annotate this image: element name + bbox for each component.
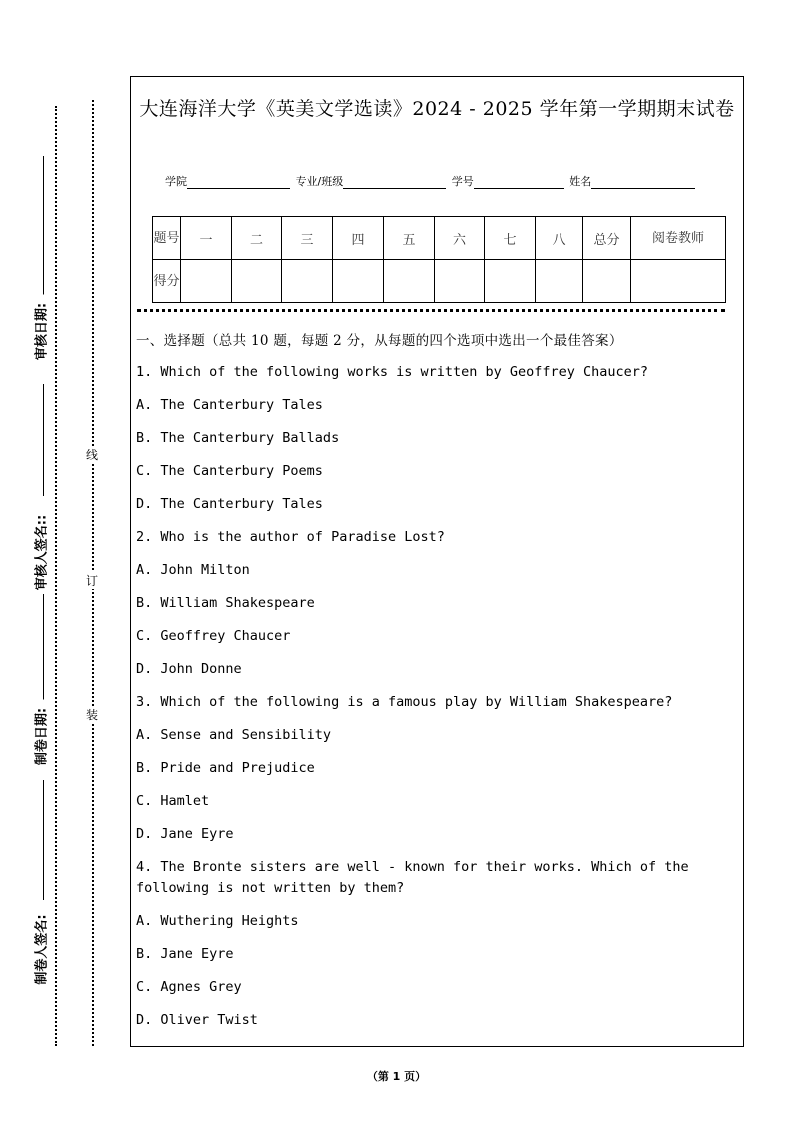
maker-sign-label: 制卷人签名: <box>31 908 50 992</box>
college-input[interactable] <box>187 176 290 189</box>
name-input[interactable] <box>591 176 695 189</box>
score-cell-6[interactable] <box>435 260 485 303</box>
option: C. Agnes Grey <box>136 979 242 995</box>
score-cell-3[interactable] <box>282 260 333 303</box>
exam-frame <box>130 76 744 1047</box>
page-number: （第 1 页） <box>366 1070 427 1083</box>
col-1: 一 <box>181 217 232 260</box>
score-table-score-row <box>153 260 726 303</box>
binding-char-fix: 装 <box>85 708 98 722</box>
binding-dotted-line-outer <box>55 106 57 1046</box>
col-4: 四 <box>333 217 384 260</box>
option: B. The Canterbury Ballads <box>136 430 340 446</box>
major-class-input[interactable] <box>343 176 446 189</box>
question-stem: 3. Which of the following is a famous play by William Shakespeare? <box>136 694 673 710</box>
row-label-question-no: 题号 <box>153 217 181 260</box>
field-label-student-id: 学号 <box>451 175 474 188</box>
exam-content <box>136 329 737 1043</box>
row-label-score: 得分 <box>153 260 181 303</box>
reviewer-sign-label: 审核人签名:: <box>31 507 50 599</box>
maker-sign-line <box>43 780 44 900</box>
option: A. Wuthering Heights <box>136 913 299 929</box>
option: A. The Canterbury Tales <box>136 397 323 413</box>
binding-char-order: 订 <box>85 574 98 588</box>
score-cell-4[interactable] <box>333 260 384 303</box>
option: B. Jane Eyre <box>136 946 234 962</box>
col-2: 二 <box>232 217 282 260</box>
col-grader: 阅卷教师 <box>631 217 726 260</box>
reviewer-date-line <box>43 156 44 296</box>
maker-date-line <box>43 594 44 702</box>
score-cell-7[interactable] <box>485 260 536 303</box>
option: C. The Canterbury Poems <box>136 463 323 479</box>
col-total: 总分 <box>583 217 631 260</box>
question-stem: 4. The Bronte sisters are well - known for their works. Which of the following is not written by them? <box>136 859 689 896</box>
question-stem: 1. Which of the following works is written by Geoffrey Chaucer? <box>136 364 649 380</box>
option: C. Geoffrey Chaucer <box>136 628 291 644</box>
field-label-college: 学院 <box>165 175 187 188</box>
col-6: 六 <box>435 217 485 260</box>
question-stem: 2. Who is the author of Paradise Lost? <box>136 529 445 545</box>
field-label-major-class: 专业/班级 <box>295 175 344 188</box>
score-cell-8[interactable] <box>536 260 583 303</box>
option: A. John Milton <box>136 562 250 578</box>
score-table-header-row <box>153 217 726 260</box>
option: D. Oliver Twist <box>136 1012 258 1028</box>
col-7: 七 <box>485 217 536 260</box>
option: D. John Donne <box>136 661 242 677</box>
option: B. Pride and Prejudice <box>136 760 315 776</box>
option: B. William Shakespeare <box>136 595 315 611</box>
option: C. Hamlet <box>136 793 210 809</box>
score-table <box>152 216 726 303</box>
student-info-line <box>165 173 697 189</box>
score-cell-5[interactable] <box>384 260 435 303</box>
score-cell-1[interactable] <box>181 260 232 303</box>
option: D. Jane Eyre <box>136 826 234 842</box>
student-id-input[interactable] <box>474 176 564 189</box>
exam-title: 大连海洋大学《英美文学选读》2024 - 2025 学年第一学期期末试卷 <box>139 98 735 120</box>
score-cell-2[interactable] <box>232 260 282 303</box>
reviewer-sign-line <box>43 384 44 496</box>
section-separator <box>137 309 725 312</box>
col-8: 八 <box>536 217 583 260</box>
score-cell-total[interactable] <box>583 260 631 303</box>
reviewer-date-label: 审核日期: <box>31 295 50 369</box>
col-3: 三 <box>282 217 333 260</box>
section-title: 一、选择题（总共 10 题，每题 2 分，从每题的四个选项中选出一个最佳答案） <box>136 333 623 349</box>
maker-date-label: 制卷日期: <box>31 700 50 774</box>
option: D. The Canterbury Tales <box>136 496 323 512</box>
col-5: 五 <box>384 217 435 260</box>
option: A. Sense and Sensibility <box>136 727 332 743</box>
score-cell-grader[interactable] <box>631 260 726 303</box>
field-label-name: 姓名 <box>569 175 592 188</box>
binding-char-line: 线 <box>85 448 98 462</box>
